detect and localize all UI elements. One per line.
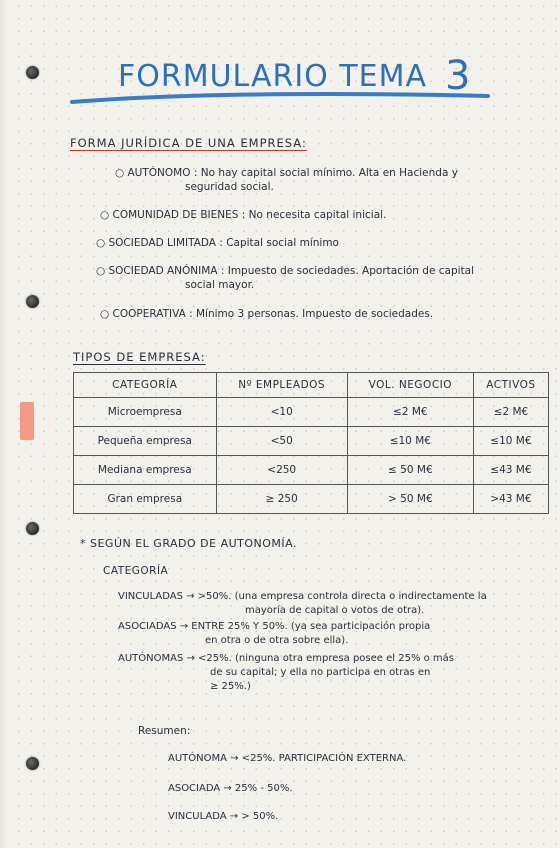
table-cell: Gran empresa [74, 485, 217, 514]
summary-label: Resumen: [138, 725, 191, 737]
table-row [74, 398, 549, 427]
section-heading-autonomia: * SEGÚN EL GRADO DE AUTONOMÍA. [80, 537, 297, 550]
summary-line: AUTÓNOMA → <25%. PARTICIPACIÓN EXTERNA. [168, 753, 407, 764]
table-cell: <50 [216, 427, 347, 456]
bullet: ○ [115, 167, 128, 179]
company-types-table [73, 372, 549, 514]
header-cell: Nº EMPLEADOS [216, 373, 347, 398]
section-heading-tipos: TIPOS DE EMPRESA: [73, 350, 206, 364]
item-name: SOCIEDAD ANÓNIMA [108, 265, 218, 277]
subheading-categoria: CATEGORÍA [103, 565, 169, 577]
binder-hole [26, 522, 39, 535]
header-cell: CATEGORÍA [74, 373, 217, 398]
bullet: ○ [96, 237, 109, 249]
table-cell: >43 M€ [473, 485, 548, 514]
list-item [100, 208, 386, 222]
bullet: ○ [100, 308, 113, 320]
table-row [74, 456, 549, 485]
autonomy-line: de su capital; y ella no participa en otras en [210, 667, 431, 678]
table-header-row [74, 373, 549, 398]
item-text: : Mínimo 3 personas. Impuesto de sociedades. [189, 308, 434, 320]
list-item [100, 307, 433, 321]
summary-line: VINCULADA → > 50%. [168, 811, 279, 822]
item-name: AUTÓNOMO [127, 167, 191, 179]
autonomy-line: mayoría de capital o votos de otra). [245, 605, 425, 616]
table-cell: ≤10 M€ [347, 427, 473, 456]
header-cell: ACTIVOS [473, 373, 548, 398]
bullet: ○ [100, 209, 113, 221]
list-item [96, 236, 339, 250]
list-item [96, 264, 474, 278]
autonomy-line: AUTÓNOMAS → <25%. (ninguna otra empresa posee el 25% o más [118, 653, 455, 664]
table-cell: Mediana empresa [74, 456, 217, 485]
bullet: ○ [96, 265, 109, 277]
title-number: 3 [445, 53, 472, 99]
table-cell: <10 [216, 398, 347, 427]
autonomy-line: ≥ 25%.) [210, 681, 251, 692]
page-edge [0, 0, 8, 848]
binder-hole [26, 66, 39, 79]
title-text: FORMULARIO TEMA [118, 59, 428, 94]
item-text-continued: seguridad social. [185, 181, 274, 193]
item-text: : No necesita capital inicial. [241, 209, 387, 221]
section-heading-forma-juridica: FORMA JURÍDICA DE UNA EMPRESA: [70, 136, 307, 150]
table-row [74, 485, 549, 514]
table-cell: ≤ 50 M€ [347, 456, 473, 485]
list-item [115, 166, 458, 180]
table-cell: > 50 M€ [347, 485, 473, 514]
table-cell: ≤10 M€ [473, 427, 548, 456]
item-name: COOPERATIVA [112, 308, 186, 320]
item-name: COMUNIDAD DE BIENES [112, 209, 239, 221]
autonomy-line: VINCULADAS → >50%. (una empresa controla directa o indirectamente la [118, 591, 487, 602]
table-row [74, 427, 549, 456]
summary-line: ASOCIADA → 25% - 50%. [168, 783, 293, 794]
table-cell: Microempresa [74, 398, 217, 427]
title-underline [70, 90, 490, 106]
item-text: : Impuesto de sociedades. Aportación de capital [220, 265, 475, 277]
binder-hole [26, 757, 39, 770]
item-text: : Capital social mínimo [219, 237, 339, 249]
item-name: SOCIEDAD LIMITADA [108, 237, 216, 249]
table-cell: ≥ 250 [216, 485, 347, 514]
notebook-tab [20, 402, 34, 440]
header-cell: VOL. NEGOCIO [347, 373, 473, 398]
table-cell: ≤2 M€ [347, 398, 473, 427]
table-cell: ≤43 M€ [473, 456, 548, 485]
table-cell: ≤2 M€ [473, 398, 548, 427]
autonomy-line: ASOCIADAS → ENTRE 25% Y 50%. (ya sea participación propia [118, 621, 431, 632]
item-text-continued: social mayor. [185, 279, 255, 291]
table-cell: Pequeña empresa [74, 427, 217, 456]
table-cell: <250 [216, 456, 347, 485]
binder-hole [26, 295, 39, 308]
autonomy-line: en otra o de otra sobre ella). [205, 635, 349, 646]
item-text: : No hay capital social mínimo. Alta en Hacienda y [193, 167, 458, 179]
